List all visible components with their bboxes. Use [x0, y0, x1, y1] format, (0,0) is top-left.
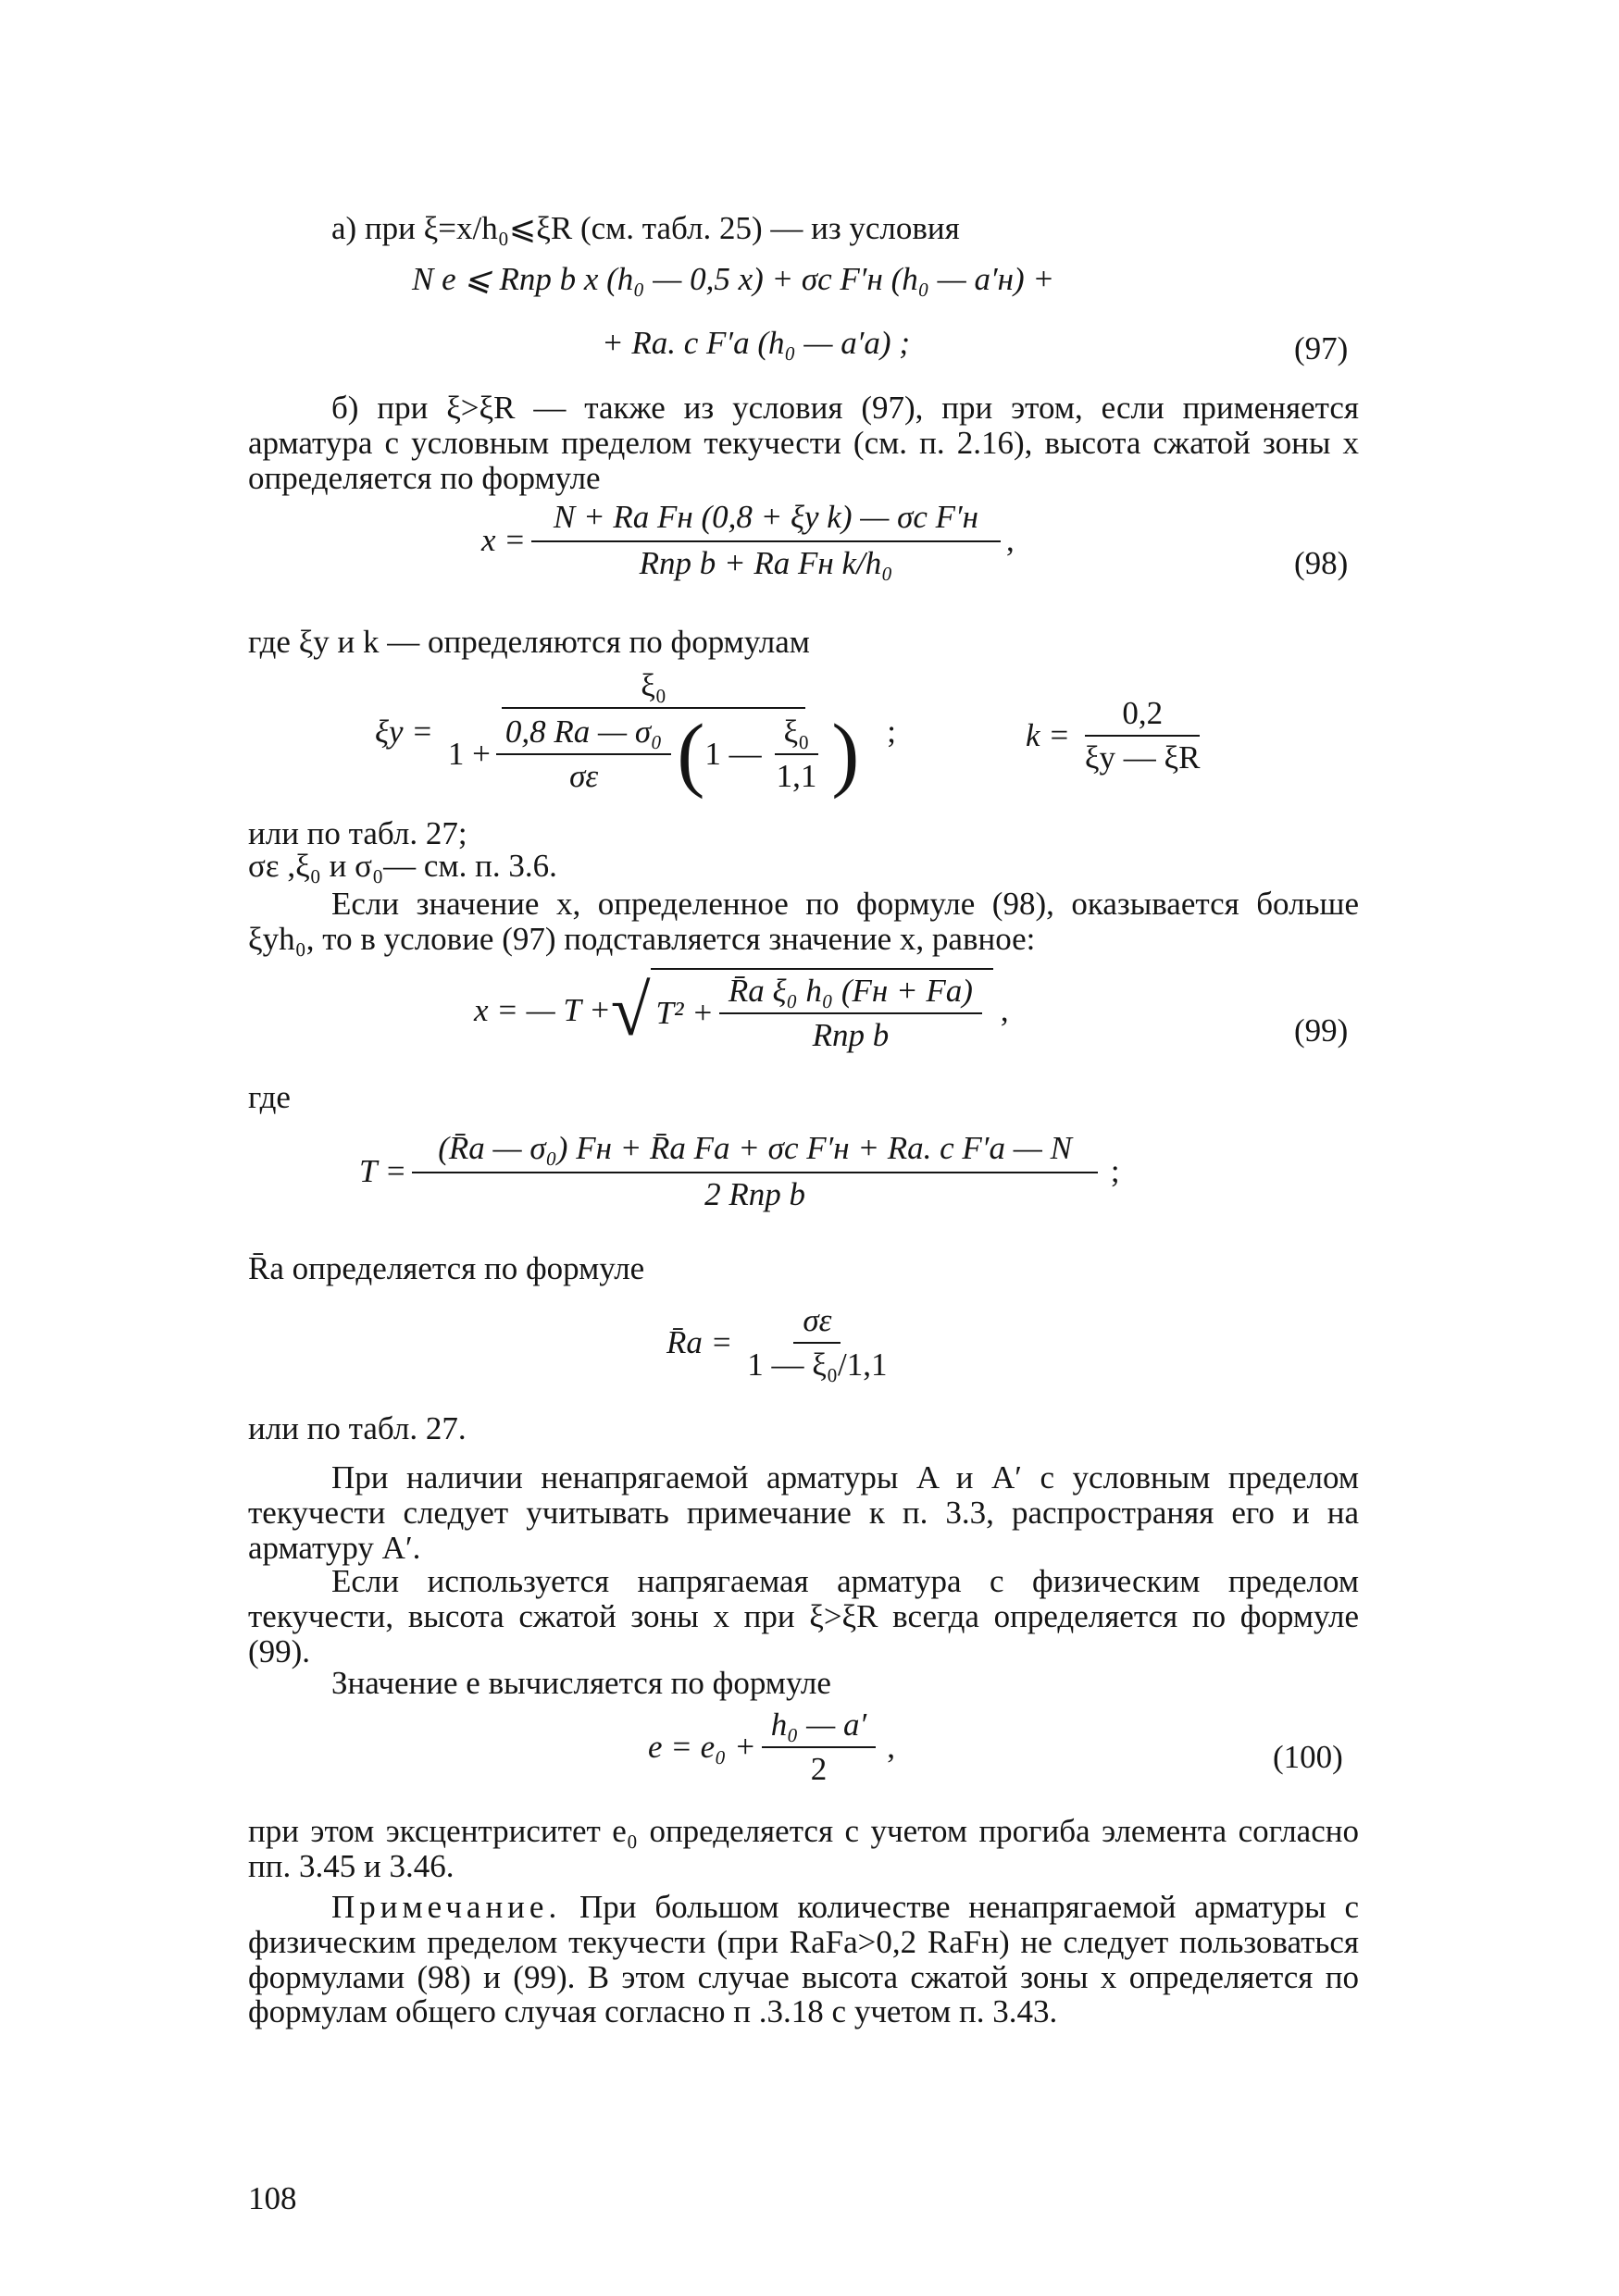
xi-numerator: ξ₀	[502, 668, 805, 709]
eq99-numerator: R̄а ξ₀ h₀ (Fн + Fа)	[719, 974, 982, 1014]
eq98-numerator: N + Rа Fн (0,8 + ξу k) — σc F′н	[531, 500, 1001, 542]
eq100-denominator: 2	[810, 1750, 828, 1787]
eq100-fraction	[762, 1707, 876, 1787]
paragraph-case-b: б) при ξ>ξR — также из условия (97), при этом, если применяется арматура с условным пределом текучести (см. п. 2.16), высота сжатой зоны x определяется по формуле	[248, 390, 1359, 496]
paragraph-case-a: а) при ξ=x/h₀⩽ξR (см. табл. 25) — из условия	[331, 210, 960, 246]
paragraph-e: Значение e вычисляется по формуле	[331, 1665, 831, 1701]
equation-T	[359, 1131, 1120, 1212]
equation-97-line-1	[412, 262, 1054, 297]
eq98-lhs: x =	[481, 521, 526, 558]
eq100-lhs: e = e₀ +	[648, 1728, 756, 1765]
equation-99	[474, 968, 1009, 1053]
ref-table-27-second: или по табл. 27.	[248, 1410, 467, 1446]
note-body: При большом количестве ненапрягаемой арматуры с физическим пределом текучести (при RаFа>0,2 RаFн) не следует пользоваться формулами (98) и (99). В этом случае высота сжатой зоны x определяется по формулам общего случая согласно п .3.18 с учетом п. 3.43.	[248, 1889, 1360, 2030]
xi-fraction	[439, 667, 868, 800]
equation-number-99: (99)	[1294, 1012, 1349, 1049]
T-denominator: 2 Rпр b	[704, 1175, 805, 1212]
ref-sigma: σε ,ξ₀ и σ₀— см. п. 3.6.	[248, 848, 557, 884]
Ra-denominator: 1 — ξ₀/1,1	[747, 1346, 888, 1383]
eq98-fraction	[531, 500, 1001, 581]
eq99-comma: ,	[1000, 991, 1009, 1028]
xi-paren-numerator: ξ₀	[775, 714, 819, 755]
eq99-denominator: Rпр b	[812, 1016, 890, 1053]
T-fraction	[412, 1131, 1098, 1212]
xi-inner-denominator: σε	[569, 757, 599, 794]
eq99-lhs: x = — T +	[474, 991, 611, 1028]
xi-den-one: 1 +	[447, 735, 491, 772]
equation-97-line-1-text: N e ⩽ Rпр b x (h₀ — 0,5 x) + σc F′н (h₀ — a′н) +	[412, 261, 1055, 297]
note-heading: Примечание.	[331, 1889, 562, 1925]
equation-number-100: (100)	[1273, 1739, 1343, 1775]
paragraph-eccentricity: при этом эксцентриситет e₀ определяется с учетом прогиба элемента согласно пп. 3.45 и 3.46.	[248, 1813, 1359, 1884]
equation-xi-y	[375, 667, 897, 800]
eq99-sqrt	[611, 968, 993, 1053]
T-semicolon: ;	[1110, 1152, 1120, 1189]
equation-number-97: (97)	[1294, 330, 1349, 366]
xi-inner-fraction	[496, 714, 671, 794]
where-label: где	[248, 1079, 291, 1115]
k-numerator: 0,2	[1085, 696, 1200, 737]
xi-paren-one: 1 —	[704, 735, 762, 772]
eq99-radicand	[651, 968, 993, 1053]
paragraph-nonstressed: При наличии ненапрягаемой арматуры A и A′ с условным пределом текучести следует учитывать примечание к п. 3.3, распространяя его и на арматуру A′.	[248, 1459, 1359, 1566]
eq98-denominator: Rпр b + Rа Fн k/h₀	[639, 544, 893, 581]
k-lhs: k =	[1026, 716, 1070, 753]
eq100-numerator: h₀ — a′	[762, 1707, 876, 1748]
T-lhs: T =	[359, 1152, 407, 1189]
eq99-fraction	[719, 974, 982, 1053]
xi-left-paren: (	[677, 707, 705, 800]
equation-Ra	[666, 1303, 903, 1383]
equation-number-98: (98)	[1294, 545, 1349, 581]
sqrt-icon: √	[610, 969, 651, 1050]
note-paragraph	[248, 1890, 1359, 2029]
eq98-comma: ,	[1006, 521, 1015, 558]
Ra-numerator: σε	[793, 1303, 841, 1344]
ra-defined: R̄а определяется по формуле	[248, 1250, 645, 1286]
page-number: 108	[248, 2180, 297, 2216]
xi-right-paren: )	[831, 707, 860, 800]
k-denominator: ξу — ξR	[1084, 738, 1201, 776]
paragraph-if-x: Если значение x, определенное по формуле (98), оказывается больше ξуh₀, то в условие (97) подставляется значение x, равное:	[248, 886, 1359, 957]
xi-paren-fraction	[767, 714, 827, 794]
equation-100	[648, 1707, 895, 1787]
paragraph-where-xi: где ξу и k — определяются по формулам	[248, 624, 810, 660]
equation-97-line-2	[602, 326, 910, 361]
T-numerator: (R̄а — σ₀) Fн + R̄а Fа + σc F′н + Rа. с F′а — N	[412, 1131, 1098, 1173]
xi-inner-numerator: 0,8 Rа — σ₀	[496, 714, 671, 755]
ref-table-27: или по табл. 27;	[248, 815, 467, 851]
equation-98	[481, 500, 1015, 581]
Ra-lhs: R̄а =	[666, 1323, 733, 1360]
Ra-fraction	[738, 1303, 896, 1383]
xi-lhs: ξу =	[375, 714, 433, 750]
equation-97-line-2-text: + Rа. с F′а (h₀ — a′а) ;	[602, 325, 910, 361]
eq100-comma: ,	[887, 1728, 895, 1765]
xi-paren-denominator: 1,1	[776, 757, 817, 794]
xi-semicolon: ;	[887, 714, 897, 750]
eq99-rad-term: T² +	[655, 994, 714, 1031]
equation-k	[1026, 696, 1214, 776]
paragraph-physical: Если используется напрягаемая арматура с физическим пределом текучести, высота сжатой зоны x при ξ>ξR всегда определяется по формуле (99).	[248, 1563, 1359, 1669]
k-fraction	[1076, 696, 1210, 776]
xi-denominator	[439, 707, 868, 800]
